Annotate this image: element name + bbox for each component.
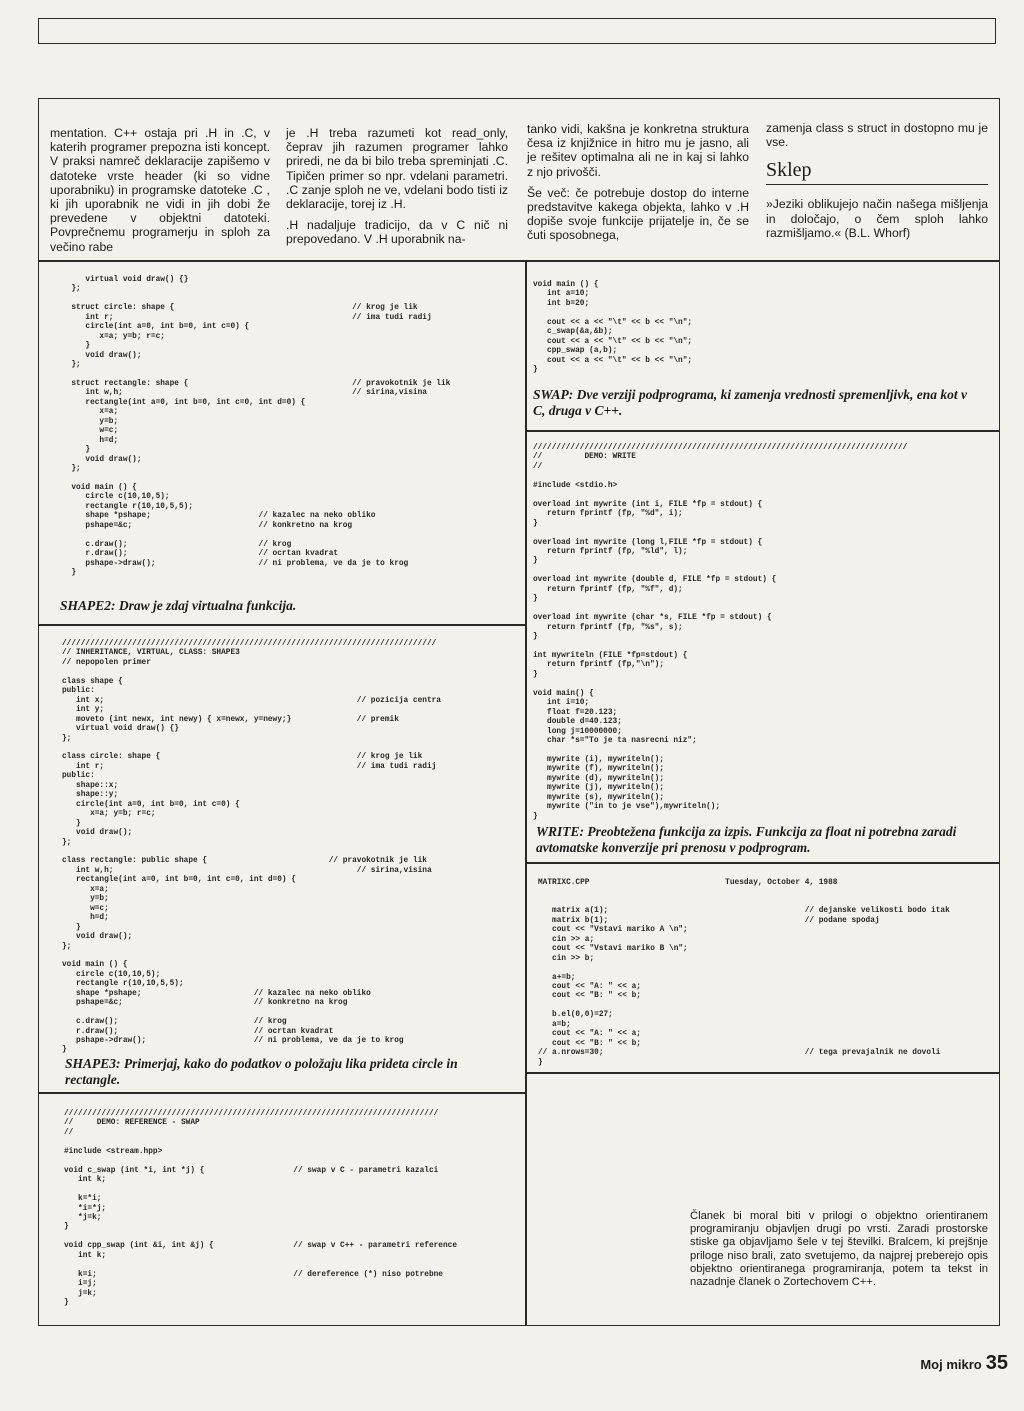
top-rule-box (38, 18, 996, 44)
col4-paragraph-1: zamenja class s struct in dostopno mu je vse. (766, 121, 988, 150)
center-column-rule (525, 260, 527, 1326)
shape2-bottom-rule (38, 624, 525, 626)
matrix-bottom-rule (525, 1072, 1000, 1074)
listing-shape3: //////////////////////////////////////////////////////////////////////////////// // INHERITANCE, VIRTUAL, CLASS: SHAPE3 // nepopolen primer class shape { public: int x; // pozicija centra int y; moveto (int newx, int newy) { x=newx, y=newy;} // premik virtual void draw() {} }; class circle: shape { // krog je lik int r; // ima tudi radij public: shape::x; shape::y; circle(int a=0, int b=0, int c=0) { x=a; y=b; r=c; } void draw(); }; class rectangle: public shape { // pravokotnik je lik int w,h; // sirina,visina rectangle(int a=0, int b=0, int c=0, int d=0) { x=a; y=b; w=c; h=d; } void draw(); }; void main () { circle c(10,10,5); rectangle r(10,10,5,5); shape *pshape; // kazalec na neko obliko pshape=&c; // konkretno na krog c.draw(); // krog r.draw(); // ocrtan kvadrat pshape->draw(); // ni problema, ve da je to krog } (62, 640, 441, 1055)
swap-bottom-rule (525, 430, 1000, 432)
text-column-2 (286, 126, 508, 254)
listing-reference-swap: //////////////////////////////////////////////////////////////////////////////// // DEMO: REFERENCE - SWAP // #include <stream.hpp> void c_swap (int *i, int *j) { // swap v C - parametri kazalci int k; k=*i; *i=*j; *j=k; } void cpp_swap (int &i, int &j) { // swap v C++ - parametri reference int k; k=i; // dereference (*) niso potrebne i=j; j=k; } (64, 1110, 458, 1308)
page-footer (920, 1352, 1008, 1375)
col3-paragraph-1: tanko vidi, kakšna je konkretna struktura česa iz knjižnice in hitro mu je jasno, ali je rešitev optimalna ali ne in kaj si lahko z njo privošči. (527, 122, 749, 179)
caption-shape3: SHAPE3: Primerjaj, kako do podatkov o položaju lika prideta circle in rectangle. (65, 1056, 458, 1087)
listing-write: //////////////////////////////////////////////////////////////////////////////// // DEMO: WRITE // #include <stdio.h> overload int mywrite (int i, FILE *fp = stdout) { return fprintf (fp, "%d", i); } overload int mywrite (long l,FILE *fp = stdout) { return fprintf (fp, "%ld", l); } overload int mywrite (double d, FILE *fp = stdout) { return fprintf (fp, "%f", d); } overload int mywrite (char *s, FILE *fp = stdout) { return fprintf (fp, "%s", s); } int mywriteln (FILE *fp=stdout) { return fprintf (fp,"\n"); } void main() { int i=10; float f=20.123; double d=40.123; long j=10000000; char *s="To je ta nasrecni niz"; mywrite (i), mywriteln(); mywrite (f), mywriteln(); mywrite (d), mywriteln(); mywrite (j), mywriteln(); mywrite (s), mywriteln(); mywrite ("in to je vse"),mywriteln(); } (533, 444, 908, 821)
col2-paragraph-1: je .H treba razumeti kot read_only, čeprav jih razumen programer lahko priredi, ne da bi bilo treba spreminjati .C. Tipičen primer so npr. vdelani parametri. .C zanje sploh ne ve, vdelani bodo tisti iz deklaracije, torej iz .H. (286, 126, 508, 212)
caption-shape2: SHAPE2: Draw je zdaj virtualna funkcija. (60, 598, 297, 613)
caption-write: WRITE: Preobtežena funkcija za izpis. Funkcija za float ni potrebna zaradi avtomatske konverzije pri prenosu v podprogram. (536, 824, 957, 855)
text-column-3 (527, 122, 749, 250)
listing-swap-main: void main () { int a=10; int b=20; cout << a << "\t" << b << "\n"; c_swap(&a,&b); cout << a << "\t" << b << "\n"; cpp_swap (a,b); cout << a << "\t" << b << "\n"; } (533, 281, 693, 375)
listing-matrix: MATRIXC.CPP Tuesday, October 4, 1988 matrix a(1); // dejanske velikosti bodo itak matrix b(1); // podane spodaj cout << "Vstavi mariko A \n"; cin >> a; cout << "Vstavi mariko B \n"; cin >> b; a+=b; cout << "A: " << a; cout << "B: " << b; b.el(0,0)=27; a=b; cout << "A: " << a; cout << "B: " << b; // a.nrows=30; // tega prevajalnik ne dovoli } (538, 879, 950, 1067)
col2-paragraph-2: .H nadaljuje tradicijo, da v C nič ni prepovedano. V .H uporabnik na- (286, 218, 508, 247)
page-number: 35 (985, 1352, 1008, 1374)
section-heading-sklep: Sklep (766, 159, 988, 185)
col3-paragraph-2: Še več: če potrebuje dostop do interne predstavitve kakega objekta, lahko v .H dopiše svoje funkcije prijatelje in, če se čuti sposobnega, (527, 185, 749, 243)
magazine-name: Moj mikro (920, 1357, 982, 1372)
col4-quote: »Jeziki oblikujejo način našega mišljenja in določajo, o čem sploh lahko razmišljamo.« (B.L. Whorf) (766, 197, 988, 240)
text-column-1 (50, 126, 270, 261)
caption-swap: SWAP: Dve verziji podprograma, ki zamenja vrednosti spremenljivk, ena kot v C, druga v C++. (533, 387, 967, 418)
write-bottom-rule (525, 862, 1000, 864)
col1-paragraph: mentation. C++ ostaja pri .H in .C, v katerih programer prepozna isti koncept. V praksi namreč deklaracije zapišemo v datoteke vrste header (ki so vidne uporabniku) in programske datoteke .C , ki jih uporabnik ne vidi in jih dobi že prevedene v objektni datoteki. Povprečnemu programerju in sploh za večino rabe (50, 126, 270, 254)
shape3-bottom-rule (38, 1092, 525, 1094)
listing-shape2: virtual void draw() {} }; struct circle: shape { // krog je lik int r; // ima tudi radij circle(int a=0, int b=0, int c=0) { x=a; y=b; r=c; } void draw(); }; struct rectangle: shape { // pravokotnik je lik int w,h; // sirina,visina rectangle(int a=0, int b=0, int c=0, int d=0) { x=a; y=b; w=c; h=d; } void draw(); }; void main () { circle c(10,10,5); rectangle r(10,10,5,5); shape *pshape; // kazalec na neko obliko pshape=&c; // konkretno na krog c.draw(); // krog r.draw(); // ocrtan kvadrat pshape->draw(); // ni problema, ve da je to krog } (71, 276, 451, 578)
text-column-4 (766, 121, 988, 247)
editorial-note: Članek bi moral biti v prilogi o objektno orientiranem programiranju objavljen drugi po vrsti. Zaradi prostorske stiske ga objavljamo šele v tej številki. Bralcem, ki prejšnje priloge niso brali, zato svetujemo, da najprej preberejo opis objektno orientiranega programiranja, potem ta tekst in nazadnje članek o Zortechovem C++. (690, 1210, 988, 1289)
